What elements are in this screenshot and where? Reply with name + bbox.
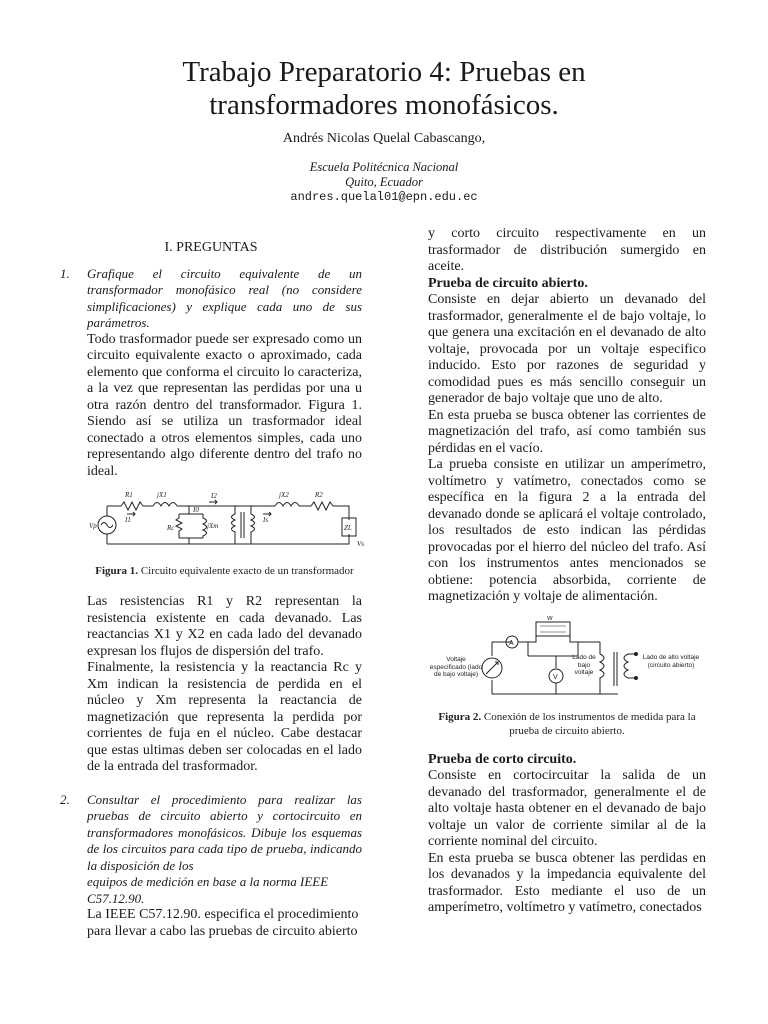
paragraph-resistances: Las resistencias R1 y R2 representan la resistencia existente en cada devanado. Las reactancias X1 y X2 en cada lado del devanado expresan los flujos de dispersión del trafo. (87, 594, 362, 659)
figure-1 (87, 486, 362, 578)
r2-resistor (311, 502, 333, 510)
fig1-x1-label: jX1 (157, 491, 167, 499)
rc-resistor (176, 514, 203, 538)
fig2-low-side-label: Lado de bajo voltaje (572, 653, 596, 676)
fig2-high-side-label: Lado de alto voltaje (circuito abierto) (642, 653, 700, 668)
fig2-secondary-winding (624, 654, 628, 678)
fig1-x2-label: jX2 (279, 491, 289, 499)
affiliation (0, 160, 768, 190)
affiliation-institution: Escuela Politécnica Nacional (309, 160, 459, 174)
fig2-core (614, 652, 617, 686)
fig1-xm-label: jXm (207, 522, 219, 530)
figure-1-caption (87, 564, 362, 578)
fig1-vs-label: Vs (357, 540, 364, 548)
fig2-primary-winding (600, 642, 604, 694)
fig1-rc-label: Rc (167, 524, 175, 532)
primary-winding (232, 506, 236, 544)
x1-inductor (153, 503, 177, 507)
figure-2-caption (428, 710, 706, 738)
paragraph-ieee-standard: La IEEE C57.12.90. especifica el procedimiento para llevar a cabo las pruebas de circuito abierto (87, 907, 359, 939)
heading-open-circuit: Prueba de circuito abierto. (428, 275, 588, 291)
figure-2 (428, 616, 706, 738)
fig1-zl-label: ZL (344, 524, 352, 532)
fig2-supply-label: Voltaje especificado (lado de bajo voltaje) (429, 655, 483, 678)
fig1-is-label: Is (263, 516, 269, 524)
section-heading: I. PREGUNTAS (164, 240, 258, 255)
fig1-r2-label: R2 (315, 491, 323, 499)
paragraph-open-circuit-1: Consiste en dejar abierto un devanado del trasformador, generalmente el de bajo voltaje, lo que genera una excitación en el devanado de alto voltaje, provocada por un voltaje especifico inducido. Esto por razones de seguridad y comodidad pues es más sencillo conseguir un generador de bajo voltaje que uno de alto. (428, 292, 706, 406)
figure-2-label: Figura 2. (438, 710, 482, 723)
iron-core (241, 512, 244, 538)
paragraph-short-circuit-2: En esta prueba se busca obtener las perdidas en los devanados y la impedancia equivalente del trasformador. Esto mediante el uso de un amperímetro, voltímetro y vatímetro, conectados (428, 850, 706, 915)
paragraph-equivalent-circuit: Todo trasformador puede ser expresado como un circuito equivalente exacto o aproximado, cada elemento que conforma el circuito lo caracteriza, a la vez que representan las perdidas por una u otra razón dentro del transformador. Figura 1. Siendo así se utiliza un trasformador ideal conectado a otros elementos simples, cada uno representando algo diferente dentro del trafo no ideal. (87, 331, 362, 479)
question-1 (60, 266, 362, 332)
question-2-text-a: Consultar el procedimiento para realizar las pruebas de circuito abierto y cortocircuito en transformadores monofásicos. Dibuje los esquemas de los circuitos para cada tipo de prueba, indicando la disposición de los (87, 791, 362, 873)
paragraph-open-circuit-3: La prueba consiste en utilizar un amperímetro, voltímetro y vatímetro, conectados como se específica en la figura 2 a la entrada del devanado donde se aplicará el voltaje controlado, los resultados de esto indican las pérdidas provocadas por el hierro del núcleo del trafo. Así con los instrumentos antes mencionados se obtiene: potencia absorbida, corriente de magnetización y voltaje de alimentación. (428, 457, 706, 604)
fig1-vp-label: Vp (89, 522, 97, 530)
figure-2-circuit (428, 616, 706, 708)
right-column (428, 226, 706, 917)
paragraph-core-losses: Finalmente, la resistencia y la reactancia Rc y Xm indican la resistencia de perdida en el núcleo y Xm representa la reactancia de magnetización que representa la perdida por corrientes de fuja en el núcleo. Cabe destacar que estas ultimas deben ser colocadas en el lado de la entrada del trasformador. (87, 660, 362, 774)
paragraph-continuation: y corto circuito respectivamente en un trasformador de distribución sumergido en aceite. (428, 226, 706, 274)
figure-1-caption-text: Circuito equivalente exacto de un transformador (138, 565, 354, 577)
paragraph-open-circuit-2: En esta prueba se busca obtener las corrientes de magnetización del trafo, así como también sus pérdidas en el vacío. (428, 407, 706, 456)
question-1-text: Grafique el circuito equivalente de un transformador monofásico real (no considere simplificaciones) y explique cada uno de sus parámetros. (87, 265, 362, 330)
question-2-number: 2. (60, 791, 70, 807)
affiliation-city: Quito, Ecuador (345, 175, 423, 189)
fig1-i0-label: I0 (193, 506, 199, 514)
question-2-text-b: equipos de medición en base a la norma IEEE C57.12.90. (87, 874, 329, 906)
fig1-r1-label: R1 (125, 491, 133, 499)
question-1-number: 1. (60, 265, 70, 281)
heading-short-circuit: Prueba de corto circuito. (428, 751, 577, 767)
fig2-w-label: W (547, 615, 553, 622)
fig2-a-label: A (509, 639, 514, 647)
left-column (60, 240, 362, 940)
question-2 (60, 792, 362, 908)
r1-resistor (121, 502, 143, 510)
title-line-2: transformadores monofásicos. (209, 89, 559, 121)
xm-inductor (203, 514, 207, 538)
author-email: andres.quelal01@epn.edu.ec (290, 190, 478, 204)
paragraph-short-circuit-1: Consiste en cortocircuitar la salida de un devanado del trasformador, generalmente el de alto voltaje hasta obtener en el devanado de bajo voltaje un valor de corriente similar al de la corriente nominal del circuito. (428, 768, 706, 849)
secondary-winding (251, 506, 255, 544)
fig1-i1-label: I1 (125, 516, 131, 524)
wattmeter-box (536, 622, 570, 636)
authors: Andrés Nicolas Quelal Cabascango, (282, 131, 486, 146)
fig1-i2-label: I2 (211, 492, 217, 500)
question-2-text (87, 792, 362, 908)
fig2-v-label: V (553, 673, 558, 681)
figure-2-caption-text: Conexión de los instrumentos de medida para la prueba de circuito abierto. (481, 710, 696, 737)
paper-title (0, 56, 768, 122)
title-line-1: Trabajo Preparatorio 4: Pruebas en (182, 56, 586, 88)
x2-inductor (275, 503, 299, 507)
figure-1-label: Figura 1. (95, 565, 139, 577)
figure-1-circuit (87, 486, 367, 556)
